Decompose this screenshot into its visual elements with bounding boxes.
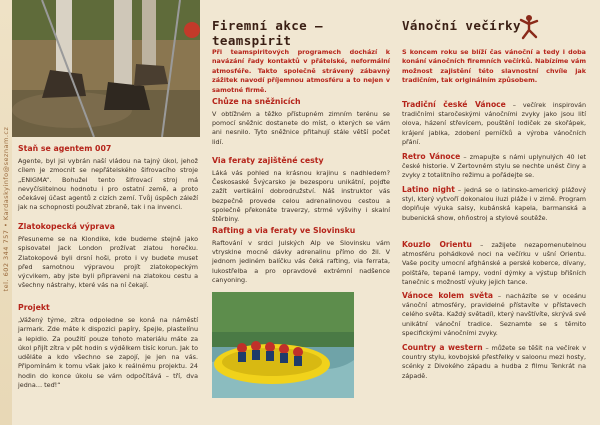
- christmas-item: [402, 291, 586, 338]
- christmas-item-lead: Retro Vánoce: [402, 152, 461, 161]
- christmas-item-text: – zažijete nezapomenutelnou atmosféru pohádkové noci na večírku v ušní Orientu. Vaše pocity umocní afghánské a perské koberce, dívany, polštáře, tepané lampy, vodní dýmky a výstup břišních tanečnic s možností výuky jejich tance.: [402, 241, 586, 286]
- christmas-item-text: – můžete se těšit na večírek v country stylu, kovbojské přestřelky v saloonu mezi hosty, scénky z Divokého západu a hudba z filmu Tenkrát na západě.: [402, 344, 586, 380]
- christmas-item: [402, 152, 586, 181]
- christmas-item-text: – nacházíte se v oceánu vánoční atmosféry, pravidelné přístavíte v přístavech celého světa. Každý světadíl, který navštívíte, skrývá své unikátní vánoční tradice. Seznamte se s těmito specifickými vánočními zvyky.: [402, 292, 586, 337]
- rafting-photo: [212, 292, 354, 398]
- gold-heading: Zlatokopecká výprava: [18, 222, 115, 231]
- dancing-figure-icon: [516, 14, 542, 40]
- christmas-item: [402, 100, 586, 147]
- christmas-intro: S koncem roku se blíží čas vánoční a tedy i doba konání vánočních firemních večírků. Nabízíme vám možnost zajistění této slavnostní chvíle jak tradičním, tak originálním způsobem.: [402, 48, 586, 85]
- christmas-item: [402, 185, 586, 223]
- christmas-item-lead: Latino night: [402, 185, 455, 194]
- side-contact-text: tel. 602 344 757 • Kardaskyinfo@seznam.cz: [2, 126, 10, 292]
- snowshoe-heading: Chůze na sněžnicích: [212, 97, 301, 106]
- rafting-text: Raftování v srdci Julských Alp ve Slovinsku vám vtrysklne mocné dávky adrenalinu přímo do žil. V jednom jediném balíčku vás čeká rafting, via ferrata, lukostřelba a pro opravdové extrémní nadšence canyoning.: [212, 239, 390, 284]
- project-text: „Vážený týme, zítra odpoledne se koná na náměstí jarmark. Zde máte k dispozici papíry, špejle, plastelínu a lepidlo. Za použití pouze tohoto materiálu máte za úkol přijít zítra v pět hodin s výdělkem tisíc korun. Jak to uděláte a kdo všechno se zapojí, je jen na vás. Připomínám k tomu však jako k reálnému projektu. 24 hodin do konce úkolu se vám odpočítává – tří, dva jedna… teď!“: [18, 316, 198, 390]
- christmas-item-text: – jedná se o latinsko-americký plážový styl, který vytvoří dokonalou iluzi pláže i v zimě. Program doplňuje výuka salsy, kubánská kapela, barmanská a bubenická show, ohňostroj a stylové soutěže.: [402, 186, 586, 222]
- teamspirit-title: Firemní akce – teamspirit: [212, 18, 323, 48]
- christmas-item: [402, 240, 586, 287]
- christmas-item-text: – večírek inspirován tradičními staročeskými vánočními zvyky jako jsou lití olova, házení střevícem, pouštění lodiček ze skořápek, krájení jablka, zdobení perníčků a výroba vánočních přání.: [402, 101, 586, 146]
- column-left: [12, 0, 200, 425]
- christmas-item-lead: Vánoce kolem světa: [402, 291, 493, 300]
- gold-text: Přesuneme se na Klondike, kde budeme stejně jako spisovatel Jack London prožívat zlatou horečku. Zlatokopové byli drsní hoši, proto i vy budete muset před samotnou výpravou projít zlatokopeckým výcvikem, aby jste byli připraveni na zlatokou cestu a všechny nástrahy, které vás na ní čekají.: [18, 235, 198, 290]
- agent-heading: Staň se agentem 007: [18, 144, 112, 153]
- rafting-heading: Rafting a via feraty ve Slovinsku: [212, 226, 356, 235]
- christmas-item-text: – zmapujte s námi uplynulých 40 let české historie. V Zertovném stylu se nechte unést činy a zvyky z totalitního režimu a pořádejte se.: [402, 153, 587, 180]
- agent-text: Agente, byl jsi vybrán naší vládou na tajný úkol, jehož cílem je zmocnit se nepřátelského šifrovacího stroje „ENIGMA“. Bohužel tento šifrovací stroj má nevyčíslitelnou hodnotu i pro ostatní země, a proto očekávej účast agentů z cizích zemí. Tvůj úspěch záleží jak na schopnosti používat zbraně, tak i na invenci.: [18, 157, 198, 212]
- ferrata-heading: Via feraty zajištěné cesty: [212, 156, 324, 165]
- ferrata-text: Láká vás pohled na krásnou krajinu s nadhledem? Českosaské Švýcarsko je bezesporu unikátní, pojďte zažít vertikální dobrodružství. Náš instruktor vás bezpečně provede celou adrenalinovou cestou a společně překonáte traverzy, strmé výšvihy i skalní štěrbiny.: [212, 169, 390, 224]
- teamspirit-intro: Při teamspiritových programech dochází k navázání řady kontaktů v přátelské, neformální atmosféře. Takto společně strávený zábavný zážitek navodí příjemnou atmosféru a to nejen v samotné firmě.: [212, 48, 390, 94]
- side-strip: [0, 0, 12, 425]
- christmas-item-lead: Tradiční české Vánoce: [402, 100, 506, 109]
- christmas-item: [402, 343, 586, 381]
- column-right: [398, 0, 590, 425]
- christmas-title: Vánoční večírky: [402, 18, 521, 33]
- project-heading: Projekt: [18, 303, 50, 312]
- christmas-item-lead: Kouzlo Orientu: [402, 240, 472, 249]
- christmas-item-lead: Country a western: [402, 343, 483, 352]
- snowshoe-text: V obtížném a těžko přístupném zimním terénu se pomocí sněžnic dostanete do míst, o kterých se vám ani nesnilo. Tyto sněžnice přitahují stále větší počet lidí.: [212, 110, 390, 146]
